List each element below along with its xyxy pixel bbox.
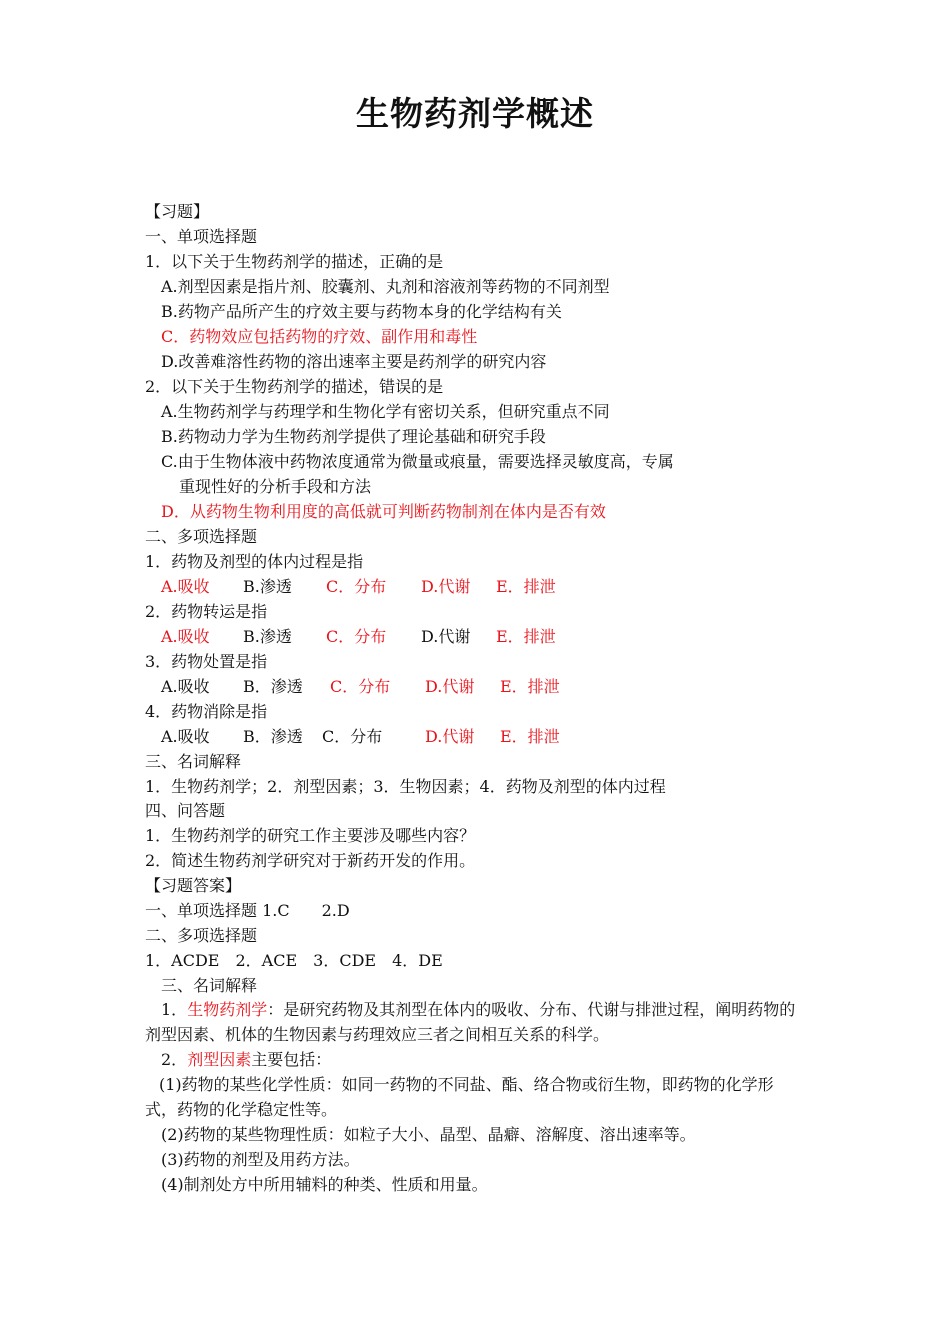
option: D.改善难溶性药物的溶出速率主要是药剂学的研究内容 <box>161 352 547 371</box>
option: B．渗透 <box>243 677 303 696</box>
section-heading: 三、名词解释 <box>161 976 258 995</box>
definition-term: 生物药剂学 <box>187 1000 268 1019</box>
question-stem: 1．以下关于生物药剂学的描述，正确的是 <box>145 252 444 271</box>
option-correct: E．排泄 <box>496 627 556 646</box>
answers-header: 【习题答案】 <box>145 876 242 895</box>
answer-single: 一、单项选择题 1.C 2.D <box>145 901 350 920</box>
list-item: (4)制剂处方中所用辅料的种类、性质和用量。 <box>161 1175 488 1194</box>
option-correct: D.代谢 <box>425 677 475 696</box>
list-item: (1)药物的某些化学性质：如同一药物的不同盐、酯、络合物或衍生物，即药物的化学形式，药物的化学稳定性等。 <box>145 1075 774 1119</box>
option: B．渗透 <box>243 727 303 746</box>
question-stem: 3．药物处置是指 <box>145 652 268 671</box>
option-correct: A.吸收 <box>161 627 210 646</box>
option-row <box>0 726 950 748</box>
definition-paragraph <box>161 1049 331 1071</box>
option: B.渗透 <box>243 627 292 646</box>
option: A.吸收 <box>161 677 210 696</box>
question-stem: 1．药物及剂型的体内过程是指 <box>145 552 364 571</box>
definition-text: ：是研究药物及其剂型在体内的吸收、分布、代谢与排泄过程，阐明药物的剂型因素、机体的生物因素与药理效应三者之间相互关系的科学。 <box>145 1000 796 1044</box>
section-heading: 四、问答题 <box>145 801 226 820</box>
question-stem: 2．以下关于生物药剂学的描述，错误的是 <box>145 377 444 396</box>
definition-paragraph <box>145 997 800 1047</box>
definition-number: 1． <box>161 1000 188 1019</box>
option: B.渗透 <box>243 577 292 596</box>
option-correct: A.吸收 <box>161 577 210 596</box>
option-correct: C．分布 <box>330 677 391 696</box>
option-correct: D.代谢 <box>421 577 471 596</box>
definition-term: 剂型因素 <box>187 1050 252 1069</box>
definition-number: 2． <box>161 1050 188 1069</box>
option-row <box>0 676 950 698</box>
option-row <box>0 626 950 648</box>
page-title: 生物药剂学概述 <box>356 94 594 133</box>
option: A.吸收 <box>161 727 210 746</box>
option-correct: E．排泄 <box>500 727 560 746</box>
option: B.药物产品所产生的疗效主要与药物本身的化学结构有关 <box>161 302 562 321</box>
list-item: (3)药物的剂型及用药方法。 <box>161 1150 360 1169</box>
option-correct: D．从药物生物利用度的高低就可判断药物制剂在体内是否有效 <box>161 502 606 521</box>
option: C.由于生物体液中药物浓度通常为微量或痕量，需要选择灵敏度高，专属 <box>161 452 674 471</box>
option-correct: D.代谢 <box>425 727 475 746</box>
option-continued: 重现性好的分析手段和方法 <box>179 477 372 496</box>
section-heading: 一、单项选择题 <box>145 227 258 246</box>
option-correct: C．分布 <box>326 627 387 646</box>
option: A.剂型因素是指片剂、胶囊剂、丸剂和溶液剂等药物的不同剂型 <box>161 277 610 296</box>
option: B.药物动力学为生物药剂学提供了理论基础和研究手段 <box>161 427 546 446</box>
option: D.代谢 <box>421 627 471 646</box>
terms-list: 1．生物药剂学；2．剂型因素；3．生物因素；4．药物及剂型的体内过程 <box>145 777 666 796</box>
section-heading: 二、多项选择题 <box>145 527 258 546</box>
option: C．分布 <box>322 727 383 746</box>
answer-multi: 1．ACDE 2．ACE 3．CDE 4．DE <box>145 951 443 970</box>
option-row <box>0 576 950 598</box>
option-correct: C．药物效应包括药物的疗效、副作用和毒性 <box>161 327 478 346</box>
definition-text: 主要包括： <box>251 1050 332 1069</box>
question-stem: 1．生物药剂学的研究工作主要涉及哪些内容？ <box>145 826 476 845</box>
exercises-header: 【习题】 <box>145 202 210 221</box>
option: A.生物药剂学与药理学和生物化学有密切关系，但研究重点不同 <box>161 402 610 421</box>
section-heading: 三、名词解释 <box>145 752 242 771</box>
list-item: (2)药物的某些物理性质：如粒子大小、晶型、晶癖、溶解度、溶出速率等。 <box>161 1125 696 1144</box>
option-correct: E．排泄 <box>500 677 560 696</box>
option-correct: E．排泄 <box>496 577 556 596</box>
question-stem: 2．药物转运是指 <box>145 602 268 621</box>
option-correct: C．分布 <box>326 577 387 596</box>
question-stem: 4．药物消除是指 <box>145 702 268 721</box>
section-heading: 二、多项选择题 <box>145 926 258 945</box>
question-stem: 2．简述生物药剂学研究对于新药开发的作用。 <box>145 851 476 870</box>
